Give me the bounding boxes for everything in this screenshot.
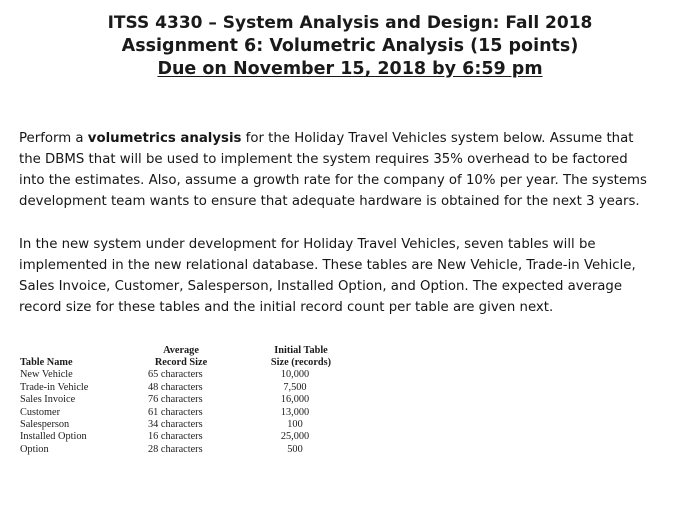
record-count-cell: 16,000 (280, 394, 310, 406)
table-header-cell: Initial Table (274, 345, 328, 356)
table-name-cell: Option (20, 443, 49, 455)
due-date: Due on November 15, 2018 by 6:59 pm (157, 59, 543, 79)
paragraph-line (19, 128, 691, 149)
table-header-cell: Record Size (154, 357, 208, 368)
record-size-cell: 65 characters (148, 369, 203, 381)
record-size-cell: 16 characters (148, 431, 203, 443)
paragraph-line: the DBMS that will be used to implement the system requires 35% overhead to be factored (19, 152, 628, 167)
table-name-cell: New Vehicle (20, 369, 73, 381)
record-count-cell: 10,000 (280, 369, 310, 381)
table-name-cell: Customer (20, 406, 61, 418)
record-size-cell: 34 characters (148, 418, 203, 430)
record-count-cell: 13,000 (280, 406, 310, 418)
record-size-cell: 61 characters (148, 406, 203, 418)
record-count-cell: 500 (287, 443, 303, 455)
record-size-cell: 48 characters (148, 381, 203, 393)
document-header (0, 12, 700, 81)
paragraph-line: record size for these tables and the initial record count per table are given next. (19, 300, 554, 315)
record-size-cell: 28 characters (148, 443, 203, 455)
paragraph-line: In the new system under development for Holiday Travel Vehicles, seven tables will be (19, 237, 596, 252)
table-name-cell: Trade-in Vehicle (20, 381, 89, 393)
record-count-cell: 25,000 (280, 431, 310, 443)
paragraph-line: into the estimates. Also, assume a growth rate for the company of 10% per year. The systems (19, 173, 647, 188)
table-name-cell: Salesperson (20, 418, 70, 430)
record-count-cell: 7,500 (283, 381, 307, 393)
instructions-paragraph (19, 128, 691, 212)
table-name-cell: Installed Option (20, 431, 87, 443)
assignment-title: Assignment 6: Volumetric Analysis (15 points) (121, 36, 579, 56)
table-name-cell: Sales Invoice (20, 394, 76, 406)
paragraph-line: development team wants to ensure that adequate hardware is obtained for the next 3 years. (19, 194, 640, 209)
paragraph-line: Sales Invoice, Customer, Salesperson, Installed Option, and Option. The expected average (19, 279, 623, 294)
record-count-cell: 100 (287, 418, 303, 430)
record-size-cell: 76 characters (148, 394, 203, 406)
course-title: ITSS 4330 – System Analysis and Design: Fall 2018 (107, 13, 593, 33)
table-header-cell: Size (records) (270, 357, 332, 368)
text-run: for the Holiday Travel Vehicles system below. Assume that (241, 131, 634, 146)
table-header-cell: Average (163, 345, 199, 356)
text-run: Perform a (19, 131, 88, 146)
system-description-paragraph (19, 234, 691, 318)
bold-term: volumetrics analysis (87, 131, 242, 146)
paragraph-line: implemented in the new relational database. These tables are New Vehicle, Trade-in Vehicle, (19, 258, 636, 273)
table-header-cell: Table Name (20, 357, 73, 368)
